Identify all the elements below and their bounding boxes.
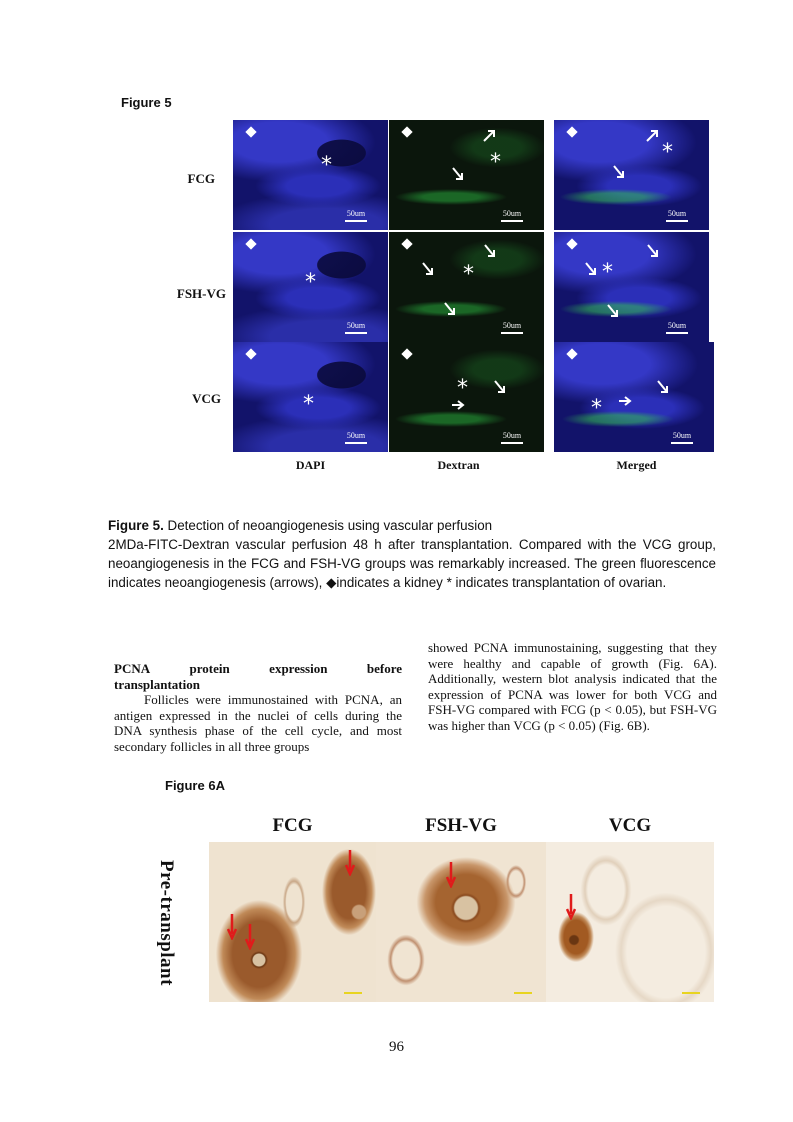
arrow-icon [443, 302, 457, 316]
caption-ovarian: * indicates transplantation of ovarian. [446, 575, 667, 590]
col-label-fsh-vg: FSH-VG [425, 815, 497, 836]
page-number: 96 [389, 1039, 404, 1055]
diamond-icon: ◆ [326, 575, 337, 590]
figure6a-title: Figure 6A [165, 778, 225, 793]
red-arrow-icon [227, 914, 237, 940]
figure5-title: Figure 5 [121, 95, 172, 110]
kidney-marker-icon [566, 238, 577, 249]
ovary-marker-icon: * [463, 262, 474, 287]
right-column: showed PCNA immunostaining, suggesting that they were healthy and capable of growth (Fig. 6A). Additionally, western blot analysis indicated that the expression of PCNA was lower for both VCG and FSH-VG compared with FCG (p < 0.05), but FSH-VG was higher than VCG (p < 0.05) (Fig. 6B). [428, 640, 717, 733]
red-arrow-icon [446, 862, 456, 888]
col-label-dextran: Dextran [437, 458, 480, 472]
figure5-caption [108, 516, 716, 592]
arrow-icon [656, 380, 670, 394]
ovary-marker-icon: * [490, 150, 501, 175]
col-label-dapi: DAPI [295, 458, 326, 472]
panel-fsh-vg-merged [554, 232, 709, 342]
red-arrow-icon [245, 924, 255, 950]
caption-kidney: indicates a kidney [336, 575, 443, 590]
scale-bar: 50um [494, 431, 530, 444]
arrow-icon [584, 262, 598, 276]
section-heading: PCNA protein expression before [114, 661, 402, 676]
panel-fcg-merged [554, 120, 709, 230]
arrow-icon [646, 244, 660, 258]
kidney-marker-icon [245, 126, 256, 137]
panel-fcg-dextran [389, 120, 544, 230]
col-label-merged: Merged [616, 458, 657, 472]
section-heading-line2: transplantation [114, 676, 200, 692]
kidney-marker-icon [245, 238, 256, 249]
col-label-vcg: VCG [608, 815, 652, 836]
scale-bar [514, 992, 532, 994]
caption-body: 2MDa-FITC-Dextran vascular perfusion 48 h after transplantation. Compared with the VCG group, neoangiogenesis in the FCG and FSH-VG groups was remarkably increased. The green fluorescence indicates neoangiogenesis (arrows), [108, 537, 716, 590]
ihc-panel-fsh-vg [376, 842, 546, 1002]
arrow-icon [606, 304, 620, 318]
left-column [114, 661, 402, 754]
arrow-icon [483, 128, 497, 142]
scale-bar [344, 992, 362, 994]
panel-fcg-dapi [233, 120, 388, 230]
row-label-pre-transplant: Pre-transplant [156, 860, 177, 986]
panel-vcg-dapi [233, 342, 388, 452]
ihc-panel-fcg [209, 842, 376, 1002]
kidney-marker-icon [401, 348, 412, 359]
kidney-marker-icon [401, 238, 412, 249]
arrow-icon [451, 167, 465, 181]
caption-line1: Detection of neoangiogenesis using vascular perfusion [167, 518, 493, 533]
scale-bar: 50um [338, 431, 374, 444]
ihc-panel-vcg [546, 842, 714, 1002]
ovary-marker-icon: * [457, 376, 468, 401]
arrow-icon [493, 380, 507, 394]
ovary-marker-icon: * [303, 392, 314, 417]
ovary-marker-icon: * [662, 140, 673, 165]
arrow-icon [618, 394, 632, 408]
arrow-icon [421, 262, 435, 276]
left-paragraph: Follicles were immunostained with PCNA, an antigen expressed in the nuclei of cells during the DNA synthesis phase of the cell cycle, and most secondary follicles in all three groups [114, 692, 402, 754]
kidney-marker-icon [566, 348, 577, 359]
col-label-fcg: FCG [272, 815, 313, 836]
kidney-marker-icon [245, 348, 256, 359]
scale-bar: 50um [659, 321, 695, 334]
ovary-marker-icon: * [321, 153, 332, 178]
panel-fsh-vg-dextran [389, 232, 544, 342]
row-label-fsh-vg: FSH-VG [176, 286, 226, 301]
red-arrow-icon [566, 894, 576, 920]
ovary-marker-icon: * [591, 396, 602, 421]
panel-vcg-merged [554, 342, 714, 452]
ovary-marker-icon: * [602, 260, 613, 285]
arrow-icon [483, 244, 497, 258]
arrow-icon [612, 165, 626, 179]
kidney-marker-icon [566, 126, 577, 137]
scale-bar: 50um [338, 209, 374, 222]
panel-vcg-dextran [389, 342, 544, 452]
kidney-marker-icon [401, 126, 412, 137]
scale-bar: 50um [494, 321, 530, 334]
row-label-vcg: VCG [192, 391, 221, 406]
row-label-fcg: FCG [187, 171, 215, 186]
arrow-icon [646, 128, 660, 142]
scale-bar [682, 992, 700, 994]
panel-fsh-vg-dapi [233, 232, 388, 342]
arrow-icon [451, 398, 465, 412]
scale-bar: 50um [338, 321, 374, 334]
red-arrow-icon [345, 850, 355, 876]
caption-lead: Figure 5. [108, 518, 164, 533]
ovary-marker-icon: * [305, 270, 316, 295]
scale-bar: 50um [494, 209, 530, 222]
scale-bar: 50um [659, 209, 695, 222]
scale-bar: 50um [664, 431, 700, 444]
